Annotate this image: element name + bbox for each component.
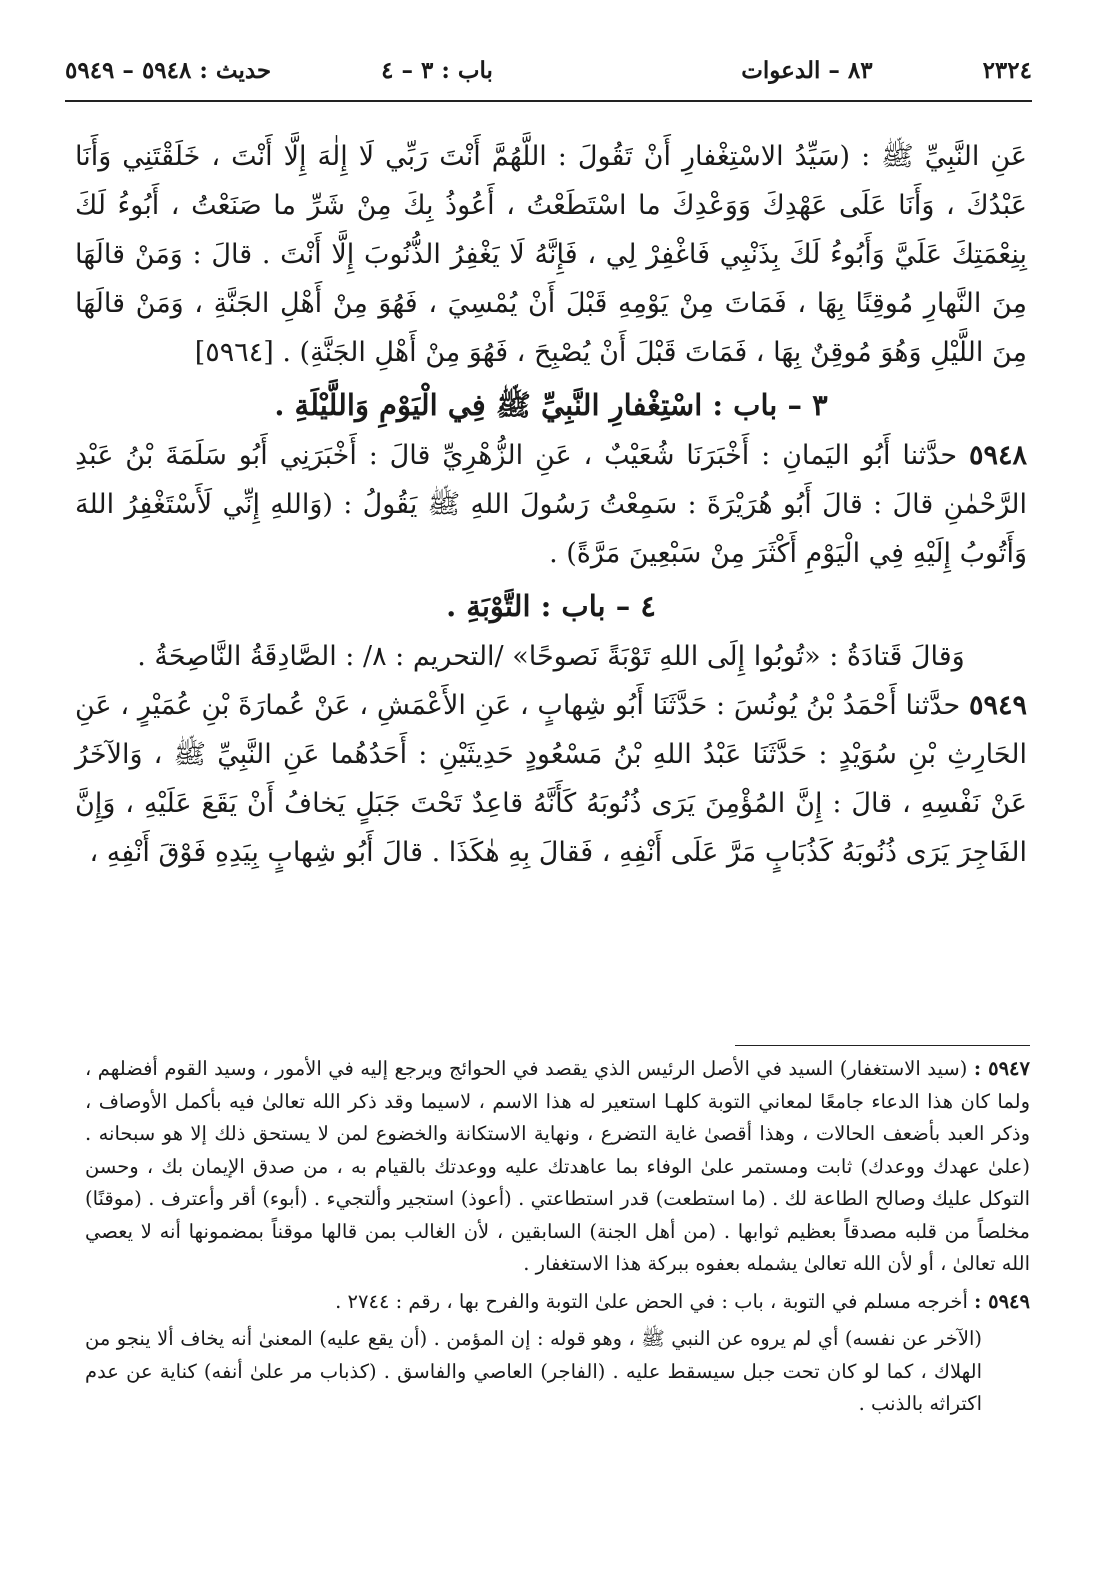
running-header — [65, 50, 1032, 90]
hadith-text: حدَّثنا أَحْمَدُ بْنُ يُونُسَ : حَدَّثَنَا أَبُو شِهابٍ ، عَنِ الأَعْمَشِ ، عَنْ عُمارَةَ بْنِ عُمَيْرٍ ، عَنِ الحَارِثِ بْنِ سُوَيْدٍ : حَدَّثَنَا عَبْدُ اللهِ بْنُ مَسْعُودٍ حَدِيثَيْنِ : أَحَدُهُما عَنِ النَّبِيِّ ﷺ ، وَالآخَرُ عَنْ نَفْسِهِ ، قالَ : إِنَّ المُؤْمِنَ يَرَى ذُنُوبَهُ كَأَنَّهُ قاعِدٌ تَحْتَ جَبَلٍ يَخافُ أَنْ يَقَعَ عَلَيْهِ ، وَإِنَّ الفَاجِرَ يَرَى ذُنُوبَهُ كَذُبَابٍ مَرَّ عَلَى أَنْفِهِ ، فَقالَ بِهِ هٰكَذَا . قالَ أَبُو شِهابٍ بِيَدِهِ فَوْقَ أَنْفِهِ ، — [75, 690, 1027, 868]
hadith-5947-continuation: عَنِ النَّبِيِّ ﷺ : (سَيِّدُ الاسْتِغْفارِ أَنْ تَقُولَ : اللَّهُمَّ أَنْتَ رَبِّي لَا إِلٰهَ إِلَّا أَنْتَ ، خَلَقْتَنِي وَأَنَا عَبْدُكَ ، وَأَنَا عَلَى عَهْدِكَ وَوَعْدِكَ ما اسْتَطَعْتُ ، أَعُوذُ بِكَ مِنْ شَرِّ ما صَنَعْتُ ، أَبُوءُ لَكَ بِنِعْمَتِكَ عَلَيَّ وَأَبُوءُ لَكَ بِذَنْبِي فَاغْفِرْ لِي ، فَإِنَّهُ لَا يَغْفِرُ الذُّنُوبَ إِلَّا أَنْتَ . قالَ : وَمَنْ قالَهَا مِنَ النَّهارِ مُوقِنًا بِهَا ، فَمَاتَ مِنْ يَوْمِهِ قَبْلَ أَنْ يُمْسِيَ ، فَهُوَ مِنْ أَهْلِ الجَنَّةِ ، وَمَنْ قالَهَا مِنَ اللَّيْلِ وَهُوَ مُوقِنٌ بِهَا ، فَمَاتَ قَبْلَ أَنْ يُصْبِحَ ، فَهُوَ مِنْ أَهْلِ الجَنَّةِ) . [٥٩٦٤] — [75, 141, 1027, 368]
hadith-reference: حديث : ٥٩٤٨ – ٥٩٤٩ — [65, 56, 272, 84]
page-number: ٢٣٢٤ — [982, 56, 1032, 84]
hadith-5948 — [75, 431, 1027, 578]
footnotes — [85, 1053, 1030, 1426]
footnote-5949-commentary: (الآخر عن نفسه) أي لم يروه عن النبي ﷺ ، وهو قوله : إن المؤمن . (أن يقع عليه) المعنىٰ أنه يخاف ألا ينجو من الهلاك ، كما لو كان تحت جبل سيسقط عليه . (الفاجر) العاصي والفاسق . (كذباب مر علىٰ أنفه) كناية عن عدم اكتراثه بالذنب . — [85, 1327, 982, 1415]
hadith-text: حدَّثنا أَبُو اليَمانِ : أَخْبَرَنَا شُعَيْبٌ ، عَنِ الزُّهْرِيِّ قالَ : أَخْبَرَنِي أَبُو سَلَمَةَ بْنُ عَبْدِ الرَّحْمٰنِ قالَ : قالَ أَبُو هُرَيْرَةَ : سَمِعْتُ رَسُولَ اللهِ ﷺ يَقُولُ : (وَاللهِ إِنِّي لَأَسْتَغْفِرُ اللهَ وَأَتُوبُ إِلَيْهِ فِي الْيَوْمِ أَكْثَرَ مِنْ سَبْعِينَ مَرَّةً) . — [75, 440, 1027, 569]
hadith-5949 — [75, 681, 1027, 877]
footnote-text: (سيد الاستغفار) السيد في الأصل الرئيس الذي يقصد في الحوائج ويرجع إليه في الأمور ، وسيد القوم أفضلهم ، ولما كان هذا الدعاء جامعًا لمعاني التوبة كلهـا استعير له هذا الاسم ، لاسيما وقد ذكر الله تعالىٰ فيه بأكمل الأوصاف ، وذكر العبد بأضعف الحالات ، وهذا أقصىٰ غاية التضرع ، ونهاية الاستكانة والخضوع لمن لا يستحق ذلك إلا هو سبحانه . (علىٰ عهدك ووعدك) ثابت ومستمر علىٰ الوفاء بما عاهدتك عليه ووعدتك بالقيام به ، من صدق الإيمان بك ، وحسن التوكل عليك وصالح الطاعة لك . (ما استطعت) قدر استطاعتي . (أعوذ) استجير وألتجيء . (أبوء) أقر وأعترف . (موقنًا) مخلصاً من قلبه مصدقاً بعظيم ثوابها . (من أهل الجنة) السابقين ، لأن الغالب بمن قالها موقناً بمضمونها أنه لا يعصي الله تعالىٰ ، أو لأن الله تعالىٰ يشمله بعفوه ببركة هذا الاستغفار . — [85, 1057, 1030, 1275]
main-text — [75, 132, 1027, 877]
book-title: ٨٣ – الدعوات — [741, 56, 873, 84]
footnote-number: ٥٩٤٩ : — [974, 1289, 1030, 1313]
header-right-group — [741, 57, 1032, 84]
hadith-number: ٥٩٤٩ — [968, 690, 1027, 721]
chapter-3-title: ٣ – باب : اسْتِغْفارِ النَّبِيِّ ﷺ فِي الْيَوْمِ وَاللَّيْلَةِ . — [274, 388, 828, 422]
chapter-reference: باب : ٣ – ٤ — [381, 56, 493, 84]
footnote-text: أخرجه مسلم في التوبة ، باب : في الحض علىٰ التوبة والفرح بها ، رقم : ٢٧٤٤ . — [335, 1289, 968, 1313]
footnote-5949 — [85, 1286, 1030, 1319]
hadith-number: ٥٩٤٨ — [968, 440, 1027, 471]
header-divider — [65, 100, 1032, 102]
footnote-number: ٥٩٤٧ : — [973, 1057, 1030, 1080]
header-left-group — [65, 57, 493, 84]
footnote-5947 — [85, 1053, 1030, 1281]
qatada-quote: وَقالَ قَتادَةُ : «تُوبُوا إِلَى اللهِ تَوْبَةً نَصوحًا» /التحريم : ٨/ : الصَّادِقَةُ النَّاصِحَةُ . — [137, 641, 965, 672]
footnote-divider — [735, 1045, 1030, 1046]
chapter-4-title: ٤ – باب : التَّوْبَةِ . — [446, 589, 656, 623]
